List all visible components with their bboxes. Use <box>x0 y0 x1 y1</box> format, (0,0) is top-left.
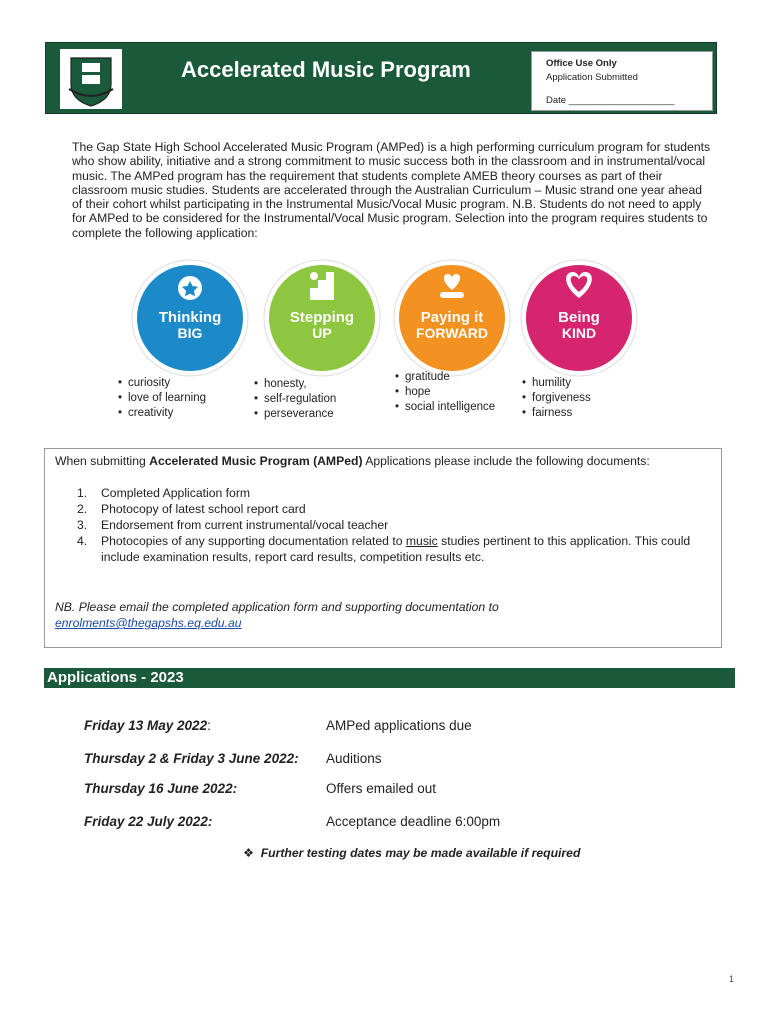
list-item: • love of learning <box>118 391 206 406</box>
date-label: Friday 13 May 2022: <box>84 718 211 733</box>
svg-text:KIND: KIND <box>561 325 597 341</box>
date-description: AMPed applications due <box>326 718 472 733</box>
list-item: • perseverance <box>254 407 336 422</box>
list-item: 3. Endorsement from current instrumental/vocal teacher <box>77 518 389 532</box>
date-label: Thursday 2 & Friday 3 June 2022: <box>84 751 299 766</box>
svg-text:FORWARD: FORWARD <box>415 325 489 341</box>
list-item: • forgiveness <box>522 391 591 406</box>
list-item: • creativity <box>118 406 206 421</box>
svg-text:Stepping: Stepping <box>289 309 355 326</box>
list-item: 2. Photocopy of latest school report card <box>77 502 306 516</box>
further-testing-note: ❖ Further testing dates may be made available if required <box>243 846 581 860</box>
badge-values-list <box>522 376 591 421</box>
svg-text:Thinking: Thinking <box>158 309 222 326</box>
list-item: 4. Photocopies of any supporting documentation related to music studies pertinent to this application. This could include examination results, report card results, competition results etc. <box>77 534 691 564</box>
list-item: • hope <box>395 385 495 400</box>
badge-forward <box>392 258 512 378</box>
page-title: Accelerated Music Program <box>181 57 471 82</box>
header-banner <box>45 42 717 114</box>
school-crest-logo <box>60 49 122 109</box>
head-star-icon <box>178 276 202 300</box>
date-label: Thursday 16 June 2022: <box>84 781 238 796</box>
list-item: • curiosity <box>118 376 206 391</box>
svg-text:Paying it: Paying it <box>420 309 484 326</box>
date-description: Acceptance deadline 6:00pm <box>326 814 501 829</box>
list-item: • social intelligence <box>395 400 495 415</box>
list-item: 1. Completed Application form <box>77 486 251 500</box>
badge-values-list <box>254 377 336 422</box>
date-label: Friday 22 July 2022: <box>84 814 213 829</box>
list-item: • honesty, <box>254 377 336 392</box>
badge-up <box>262 258 382 378</box>
page-number: 1 <box>729 974 735 984</box>
svg-text:UP: UP <box>312 325 332 341</box>
email-note: NB. Please email the completed application form and supporting documentation to enrolments@thegapshs.eq.edu.au <box>55 600 499 630</box>
email-link[interactable]: enrolments@thegapshs.eq.edu.au <box>55 616 242 630</box>
documents-box <box>44 448 722 648</box>
applications-title: Applications - 2023 <box>47 669 184 686</box>
office-use-line: Application Submitted <box>546 72 638 83</box>
applications-header <box>44 668 735 688</box>
list-item: • gratitude <box>395 370 495 385</box>
date-description: Offers emailed out <box>326 781 437 796</box>
list-item: • self-regulation <box>254 392 336 407</box>
badge-kind <box>519 258 639 378</box>
badge-values-list <box>118 376 206 421</box>
badge-values-list <box>395 370 495 415</box>
intro-paragraph: The Gap State High School Accelerated Music Program (AMPed) is a high performing curriculum program for students who show ability, initiative and a strong commitment to music success both in the classroom and in instrumental/vocal music. The AMPed program has the requirement that students complete AMEB theory courses as part of their classroom music studies. Students are accelerated through the Australian Curriculum – Music strand one year ahead of their cohort whilst participating in the Instrumental Music/Vocal Music program. N.B. Students do not need to apply for AMPed to be considered for the Instrumental/Vocal Music program. Selection into the program requires students to complete the following application: <box>72 140 711 240</box>
documents-list <box>77 485 707 565</box>
date-description: Auditions <box>326 751 382 766</box>
badge-big <box>130 258 250 378</box>
office-use-box <box>531 51 713 111</box>
diamond-bullet-icon: ❖ <box>243 846 254 860</box>
svg-text:Being: Being <box>558 309 600 326</box>
list-item: • fairness <box>522 406 591 421</box>
documents-intro: When submitting Accelerated Music Program (AMPed) Applications please include the following documents: <box>55 454 650 468</box>
office-use-heading: Office Use Only <box>546 58 617 69</box>
list-item: • humility <box>522 376 591 391</box>
svg-text:BIG: BIG <box>177 325 203 341</box>
office-use-date: Date ____________________ <box>546 95 675 106</box>
